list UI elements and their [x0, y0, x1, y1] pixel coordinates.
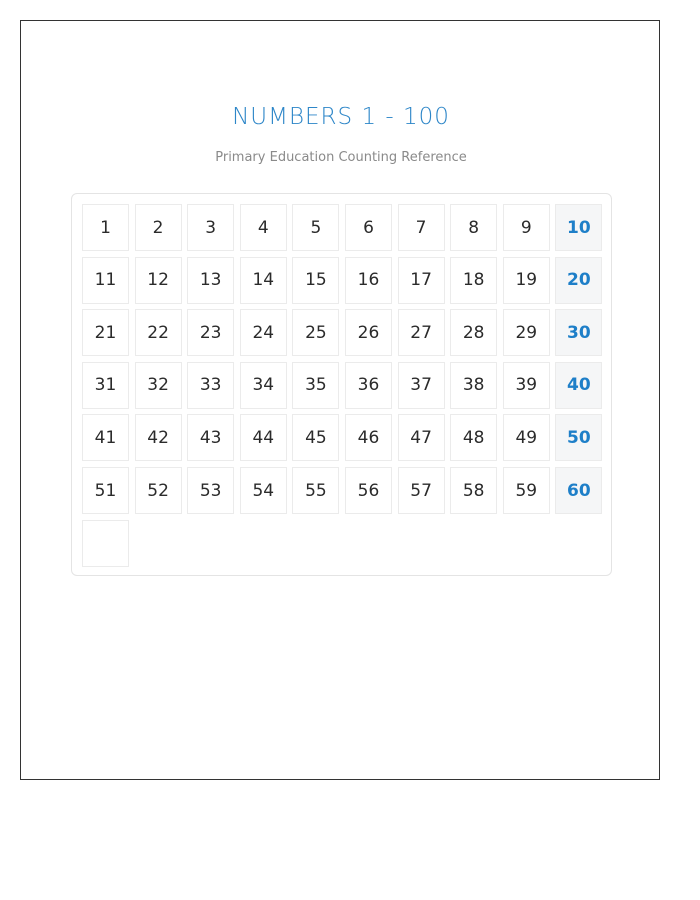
number-cell: 47 [398, 414, 445, 461]
number-cell: 34 [240, 362, 287, 409]
number-cell: 57 [398, 467, 445, 514]
tens-number-cell: 30 [555, 309, 602, 356]
number-cell: 59 [503, 467, 550, 514]
number-cell: 1 [82, 204, 129, 251]
number-cell: 33 [187, 362, 234, 409]
number-cell: 16 [345, 257, 392, 304]
number-cell: 32 [135, 362, 182, 409]
number-cell: 5 [292, 204, 339, 251]
tens-number-cell: 40 [555, 362, 602, 409]
number-cell: 58 [450, 467, 497, 514]
number-cell: 54 [240, 467, 287, 514]
number-cell: 11 [82, 257, 129, 304]
number-cell: 15 [292, 257, 339, 304]
page-subtitle: Primary Education Counting Reference [215, 150, 467, 165]
page-title: NUMBERS 1 - 100 [232, 104, 450, 130]
number-cell: 3 [187, 204, 234, 251]
empty-number-cell [82, 520, 129, 567]
number-cell: 45 [292, 414, 339, 461]
number-cell: 26 [345, 309, 392, 356]
number-cell: 49 [503, 414, 550, 461]
number-cell: 39 [503, 362, 550, 409]
tens-number-cell: 10 [555, 204, 602, 251]
number-cell: 55 [292, 467, 339, 514]
number-cell: 41 [82, 414, 129, 461]
number-cell: 51 [82, 467, 129, 514]
tens-number-cell: 50 [555, 414, 602, 461]
number-grid [71, 193, 612, 576]
number-cell: 35 [292, 362, 339, 409]
number-cell: 17 [398, 257, 445, 304]
number-cell: 28 [450, 309, 497, 356]
number-cell: 19 [503, 257, 550, 304]
number-cell: 21 [82, 309, 129, 356]
number-cell: 14 [240, 257, 287, 304]
number-cell: 48 [450, 414, 497, 461]
number-cell: 38 [450, 362, 497, 409]
number-cell: 43 [187, 414, 234, 461]
number-cell: 9 [503, 204, 550, 251]
number-cell: 29 [503, 309, 550, 356]
number-cell: 7 [398, 204, 445, 251]
number-cell: 12 [135, 257, 182, 304]
number-cell: 56 [345, 467, 392, 514]
number-cell: 24 [240, 309, 287, 356]
number-cell: 37 [398, 362, 445, 409]
number-cell: 46 [345, 414, 392, 461]
number-cell: 42 [135, 414, 182, 461]
worksheet-page [20, 20, 660, 780]
number-cell: 4 [240, 204, 287, 251]
number-cell: 36 [345, 362, 392, 409]
number-cell: 13 [187, 257, 234, 304]
number-cell: 44 [240, 414, 287, 461]
number-cell: 2 [135, 204, 182, 251]
tens-number-cell: 20 [555, 257, 602, 304]
number-cell: 23 [187, 309, 234, 356]
number-cell: 22 [135, 309, 182, 356]
number-cell: 27 [398, 309, 445, 356]
number-cell: 52 [135, 467, 182, 514]
number-cell: 53 [187, 467, 234, 514]
tens-number-cell: 60 [555, 467, 602, 514]
number-cell: 31 [82, 362, 129, 409]
number-cell: 18 [450, 257, 497, 304]
number-cell: 8 [450, 204, 497, 251]
number-cell: 25 [292, 309, 339, 356]
number-cell: 6 [345, 204, 392, 251]
